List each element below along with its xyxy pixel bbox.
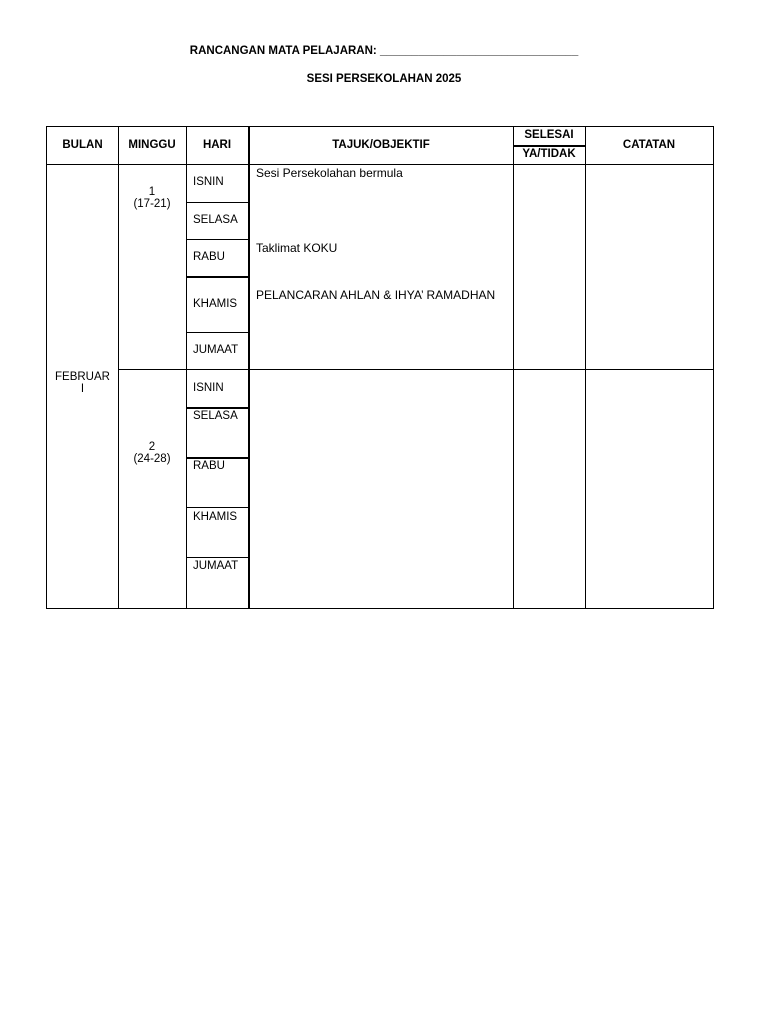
header-bulan: BULAN [62,139,103,151]
topic-entry: Taklimat KOKU [256,241,338,255]
day-jumaat: JUMAAT [193,344,239,356]
month-cell [47,371,118,395]
day-line [186,557,249,558]
day-selasa: SELASA [193,410,238,422]
col-divider-selesai [585,126,586,609]
week-2-cell [118,441,186,465]
day-line [186,507,249,508]
day-khamis: KHAMIS [193,298,238,310]
header-minggu: MINGGU [128,139,176,151]
week-range: (17-21) [133,198,171,210]
month-label-line2: I [80,383,85,395]
month-label-line1: FEBRUAR [55,371,110,383]
topic-entry: Sesi Persekolahan bermula [256,166,403,180]
week-separator-line [118,369,714,370]
day-khamis: KHAMIS [193,511,238,523]
col-divider-hari [248,126,250,609]
day-rabu: RABU [193,251,225,263]
document-title: RANCANGAN MATA PELAJARAN: _______________________________ [189,45,579,57]
header-ya-tidak: YA/TIDAK [522,148,576,160]
header-catatan: CATATAN [622,139,676,151]
topic-entry: PELANCARAN AHLAN & IHYA’ RAMADHAN [256,288,496,302]
day-jumaat: JUMAAT [193,560,239,572]
day-line [186,202,249,203]
week-number: 2 [148,441,156,453]
day-selasa: SELASA [193,214,238,226]
col-divider-tajuk [513,126,514,609]
day-line [186,276,249,278]
day-rabu: RABU [193,460,225,472]
document-subtitle: SESI PERSEKOLAHAN 2025 [306,73,462,85]
col-divider-minggu [186,126,187,609]
week-1-cell [118,186,186,210]
header-bottom-line [46,164,714,165]
day-line [186,407,249,409]
day-isnin: ISNIN [193,382,224,394]
week-range: (24-28) [133,453,171,465]
header-selesai: SELESAI [524,129,574,141]
day-isnin: ISNIN [193,176,224,188]
day-line [186,457,249,459]
header-hari: HARI [202,139,232,151]
day-line [186,332,249,333]
week-number: 1 [148,186,156,198]
selesai-split-line [513,145,585,147]
day-line [186,239,249,240]
header-tajuk: TAJUK/OBJEKTIF [332,139,430,151]
